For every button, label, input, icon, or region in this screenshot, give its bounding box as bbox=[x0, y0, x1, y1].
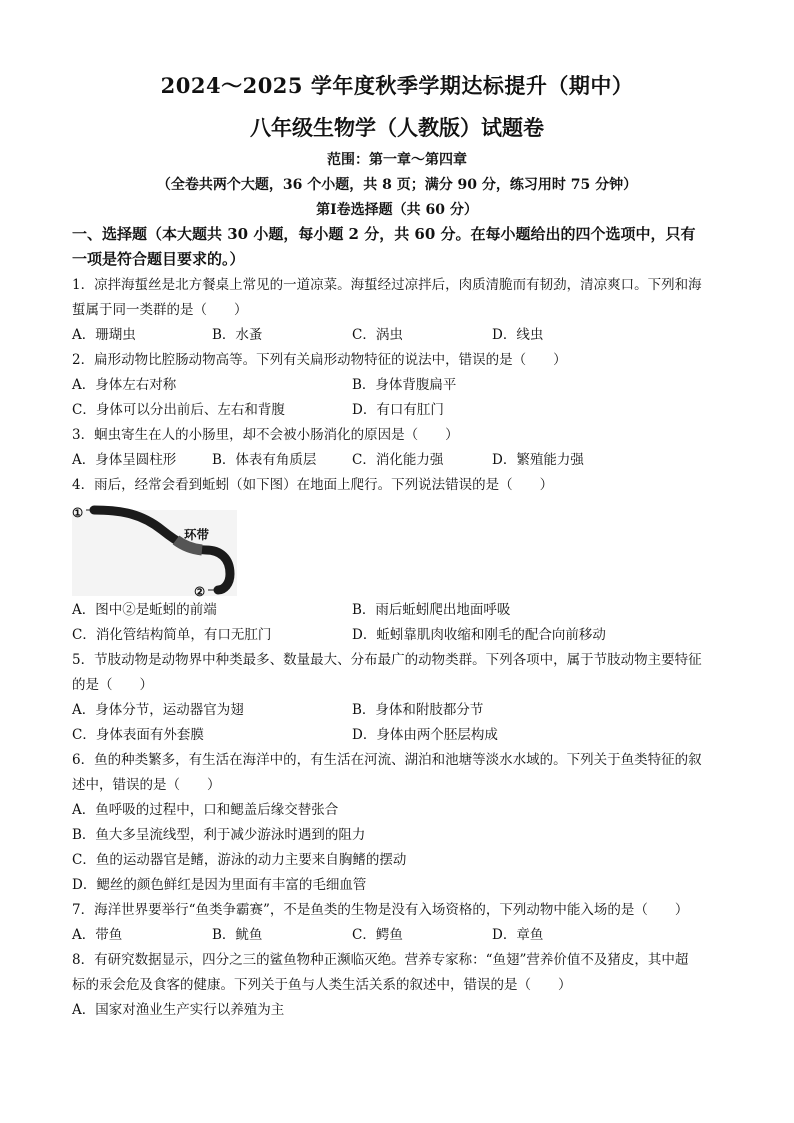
option-c: C．身体表面有外套膜 bbox=[72, 727, 204, 743]
question-7 bbox=[72, 898, 724, 948]
question-stem: 8．有研究数据显示，四分之三的鲨鱼物种正濒临灭绝。营养专家称：“鱼翅”营养价值不及猪皮，其中超 bbox=[72, 952, 689, 968]
option-c: C．涡虫 bbox=[352, 327, 403, 343]
option-d: D．身体由两个胚层构成 bbox=[352, 727, 498, 743]
option-row bbox=[72, 448, 724, 473]
figure-label-band: 环带 bbox=[184, 527, 210, 542]
option-a: A．身体左右对称 bbox=[72, 377, 177, 393]
question-4 bbox=[72, 473, 724, 648]
part-heading: 第Ⅰ卷选择题（共 60 分） bbox=[316, 202, 478, 218]
option-b: B．身体和附肢都分节 bbox=[352, 702, 484, 718]
option-c: C．鱼的运动器官是鳍，游泳的动力主要来自胸鳍的摆动 bbox=[72, 852, 407, 868]
option-b: B．鱼大多呈流线型，利于减少游泳时遇到的阻力 bbox=[72, 827, 366, 843]
option-a: A．鱼呼吸的过程中，口和鳃盖后缘交替张合 bbox=[72, 802, 339, 818]
option-d: D．繁殖能力强 bbox=[492, 452, 584, 468]
option-b: B．鱿鱼 bbox=[212, 927, 263, 943]
option-c: C．消化管结构简单，有口无肛门 bbox=[72, 627, 272, 643]
option-d: D．鳃丝的颜色鲜红是因为里面有丰富的毛细血管 bbox=[72, 877, 367, 893]
section-heading bbox=[72, 222, 722, 272]
option-a: A．图中②是蚯蚓的前端 bbox=[72, 602, 217, 618]
exam-title-line2: 八年级生物学（人教版）试题卷 bbox=[250, 115, 544, 140]
option-c: C．消化能力强 bbox=[352, 452, 444, 468]
option-row bbox=[72, 598, 724, 623]
question-6 bbox=[72, 748, 724, 898]
option-d: D．有口有肛门 bbox=[352, 402, 444, 418]
figure-label-2: ② bbox=[194, 584, 206, 599]
question-stem: 7．海洋世界要举行“鱼类争霸赛”，不是鱼类的生物是没有入场资格的，下列动物中能入场的是（ ） bbox=[72, 902, 689, 918]
figure-label-1: ① bbox=[72, 505, 84, 520]
question-3 bbox=[72, 423, 724, 473]
option-b: B．身体背腹扁平 bbox=[352, 377, 457, 393]
section-heading-line1: 一、选择题（本大题共 30 小题，每小题 2 分，共 60 分。在每小题给出的四个选项中，只有 bbox=[72, 225, 696, 243]
question-stem: 1．凉拌海蜇丝是北方餐桌上常见的一道凉菜。海蜇经过凉拌后，肉质清脆而有韧劲，清凉爽口。下列和海 bbox=[72, 277, 702, 293]
option-row bbox=[72, 723, 724, 748]
option-row bbox=[72, 623, 724, 648]
earthworm-figure bbox=[72, 500, 242, 598]
exam-title-line1: 2024～2025 学年度秋季学期达标提升（期中） bbox=[160, 73, 634, 98]
question-stem: 蜇属于同一类群的是（ ） bbox=[72, 302, 248, 318]
option-d: D．线虫 bbox=[492, 327, 544, 343]
question-stem: 的是（ ） bbox=[72, 677, 153, 693]
question-stem: 6．鱼的种类繁多，有生活在海洋中的，有生活在河流、湖泊和池塘等淡水水域的。下列关于鱼类特征的叙 bbox=[72, 752, 702, 768]
exam-scope: 范围：第一章～第四章 bbox=[327, 152, 467, 168]
option-b: B．雨后蚯蚓爬出地面呼吸 bbox=[352, 602, 511, 618]
question-stem: 标的汞会危及食客的健康。下列关于鱼与人类生活关系的叙述中，错误的是（ ） bbox=[72, 977, 572, 993]
option-a: A．身体呈圆柱形 bbox=[72, 452, 177, 468]
option-a: A．身体分节，运动器官为翅 bbox=[72, 702, 244, 718]
question-list bbox=[72, 273, 724, 1023]
option-row bbox=[72, 323, 724, 348]
option-row bbox=[72, 398, 724, 423]
option-a: A．珊瑚虫 bbox=[72, 327, 136, 343]
question-1 bbox=[72, 273, 724, 348]
section-heading-line2: 一项是符合题目要求的。） bbox=[72, 250, 245, 268]
option-d: D．章鱼 bbox=[492, 927, 544, 943]
option-a: A．带鱼 bbox=[72, 927, 123, 943]
option-b: B．体表有角质层 bbox=[212, 452, 317, 468]
earthworm-illustration bbox=[72, 500, 242, 598]
question-stem: 3．蛔虫寄生在人的小肠里，却不会被小肠消化的原因是（ ） bbox=[72, 427, 459, 443]
question-5 bbox=[72, 648, 724, 748]
option-a: A．国家对渔业生产实行以养殖为主 bbox=[72, 1002, 285, 1018]
question-stem: 2．扁形动物比腔肠动物高等。下列有关扁形动物特征的说法中，错误的是（ ） bbox=[72, 352, 567, 368]
question-2 bbox=[72, 348, 724, 423]
option-c: C．鳄鱼 bbox=[352, 927, 403, 943]
question-stem: 5．节肢动物是动物界中种类最多、数量最大、分布最广的动物类群。下列各项中，属于节肢动物主要特征 bbox=[72, 652, 702, 668]
option-c: C．身体可以分出前后、左右和背腹 bbox=[72, 402, 285, 418]
option-b: B．水蚤 bbox=[212, 327, 263, 343]
option-row bbox=[72, 923, 724, 948]
option-row bbox=[72, 698, 724, 723]
question-stem: 述中，错误的是（ ） bbox=[72, 777, 221, 793]
question-stem: 4．雨后，经常会看到蚯蚓（如下图）在地面上爬行。下列说法错误的是（ ） bbox=[72, 477, 554, 493]
option-row bbox=[72, 373, 724, 398]
option-d: D．蚯蚓靠肌肉收缩和刚毛的配合向前移动 bbox=[352, 627, 606, 643]
exam-info: （全卷共两个大题，36 个小题，共 8 页；满分 90 分，练习用时 75 分钟） bbox=[156, 177, 638, 193]
question-8 bbox=[72, 948, 724, 1023]
